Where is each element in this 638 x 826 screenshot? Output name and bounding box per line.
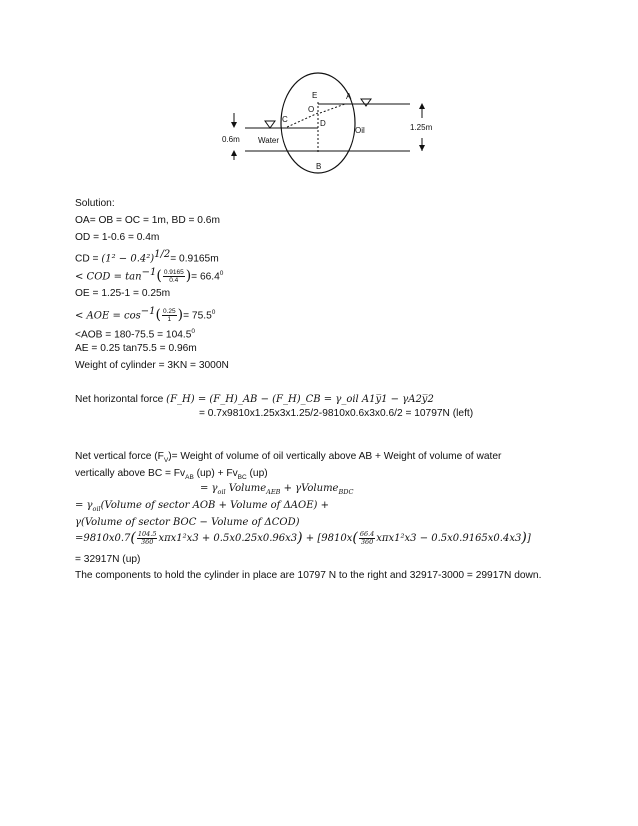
aoe-inverse: −1 <box>140 306 156 317</box>
aoe-fraction: $\frac{0.25}{1}$ <box>163 308 176 324</box>
cylinder-diagram <box>0 0 638 180</box>
line-ae: AE = 0.25 tan75.5 = 0.96m <box>75 343 197 354</box>
horizontal-expression: (F_H) = (F_H)_AB − (F_H)_CB = γ_oil A1y̅1 − γA2y̅2 <box>166 394 434 405</box>
line-horizontal-force <box>75 393 434 406</box>
cod-degree: 0 <box>219 270 224 277</box>
label-b: B <box>316 162 322 171</box>
aoe-degree: 0 <box>211 309 216 316</box>
cod-fraction: $\frac{0.9165}{0.4}$ <box>163 269 184 285</box>
left-dim-arrowhead-bottom <box>231 150 237 156</box>
cd-exponent: 1/2 <box>154 249 171 260</box>
label-water: Water <box>258 136 280 145</box>
label-oil: Oil <box>355 126 365 135</box>
label-left-dim: 0.6m <box>222 135 240 144</box>
horizontal-label: Net horizontal force <box>75 394 167 405</box>
aoe-label: < AOE = cos <box>75 310 141 322</box>
line-volume-sector-oil: = $\gamma_{oil}(Volume$ of sector AOB + Volume of ΔAOE) + <box>75 500 329 513</box>
line-oe: OE = 1.25-1 = 0.25m <box>75 288 171 299</box>
cd-result: = 0.9165m <box>170 253 219 265</box>
oil-level-triangle <box>361 99 371 106</box>
label-a: A <box>346 92 352 101</box>
cd-expression: (1² − 0.4²) <box>101 253 155 265</box>
line-od: OD = 1-0.6 = 0.4m <box>75 232 160 243</box>
aoe-result: = 75.5 <box>183 310 212 322</box>
label-e: E <box>312 91 318 100</box>
line-vertical-calc: =9810x0.7( $\frac{104.5}{360}$ xπx1²x3 + 0.5x0.25x0.96x3) + [9810x( $\frac{66.4}{360}$ xπx1²x3 − 0.5x0.9165x0.4x3)] <box>75 530 531 546</box>
right-dim-arrowhead-top <box>419 103 425 109</box>
line-angle-cod: < COD = $\tan^{-1}$( $\frac{0.9165}{0.4}$ )= $66.4^0$ <box>75 267 224 285</box>
line-horizontal-result: = 0.7x9810x1.25x3x1.25/2-9810x0.6x3x0.6/2 = 10797N (left) <box>199 408 474 419</box>
line-volume-sector-water: γ(Volume of sector BOC − Volume of ΔCOD) <box>75 517 300 528</box>
water-level-triangle <box>265 121 275 128</box>
line-vertical-result: = 32917N (up) <box>75 554 141 565</box>
line-vertical-components: vertically above BC = $Fv_{AB}$ $(up) + Fv_{BC}$ (up) <box>75 468 268 482</box>
line-volume-eq: = $\gamma_{oil}$ Volume$_{AEB}$ + γVolume$_{BDC}$ <box>200 483 354 496</box>
solution-heading: Solution: <box>75 198 115 209</box>
line-cd <box>75 248 219 265</box>
label-right-dim: 1.25m <box>410 123 433 132</box>
line-angle-aoe: < AOE = $\cos^{-1}$( $\frac{0.25}{1}$ )= $75.5^0$ <box>75 306 216 324</box>
cod-label: < COD = tan <box>75 271 142 283</box>
oa-dashed <box>320 104 345 113</box>
right-dim-arrowhead-bottom <box>419 145 425 151</box>
cod-inverse: −1 <box>141 267 157 278</box>
label-o: O <box>308 105 315 114</box>
line-radii: OA= OB = OC = 1m, BD = 0.6m <box>75 215 220 226</box>
line-final-answer: The components to hold the cylinder in place are 10797 N to the right and 32917-3000 = 29917N down. <box>75 570 542 581</box>
line-aob: $<AOB = 180-75.5 = 104.5^0$ <box>75 328 196 341</box>
label-c: C <box>282 115 288 124</box>
aob-degree: 0 <box>191 328 196 335</box>
label-d: D <box>320 119 326 128</box>
left-dim-arrowhead-top <box>231 122 237 128</box>
oc-dashed <box>285 113 318 128</box>
line-weight: Weight of cylinder = 3KN = 3000N <box>75 360 229 371</box>
line-vertical-force: Net vertical force $(F_V)=$ Weight of volume of oil vertically above AB + Weight of volume of water <box>75 451 502 465</box>
cd-label: CD = <box>75 253 102 265</box>
cod-result: = 66.4 <box>191 271 220 283</box>
